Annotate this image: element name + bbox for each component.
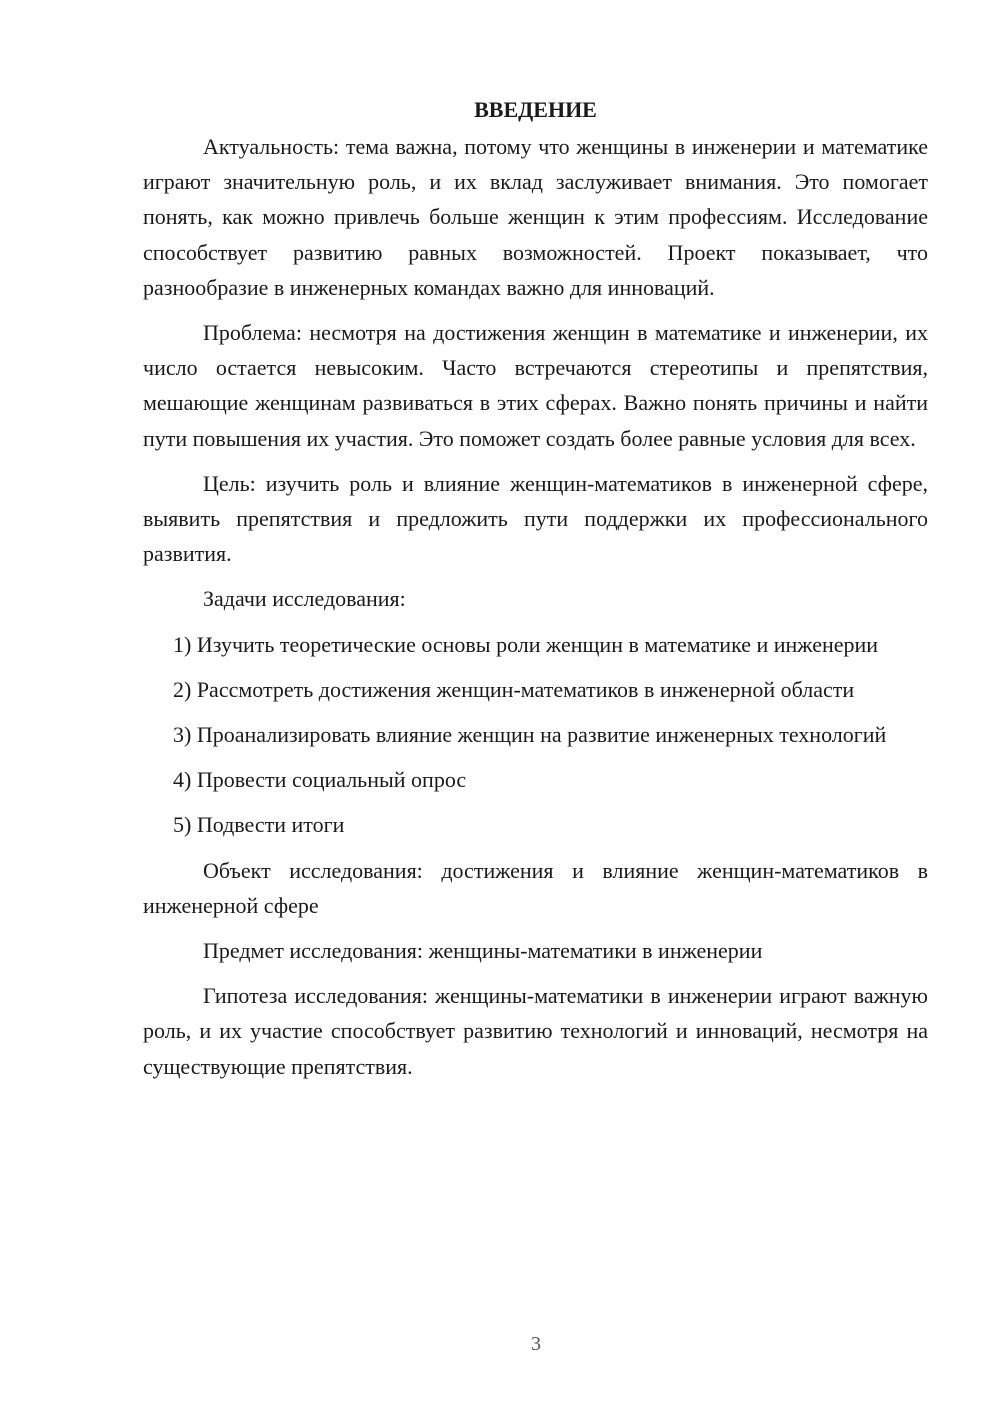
task-item-2: 2) Рассмотреть достижения женщин-математиков в инженерной области	[173, 676, 855, 702]
paragraph-hypothesis: Гипотеза исследования: женщины-математики в инженерии играют важную роль, и их участие способствует развитию технологий и инноваций, несмотря на существующие препятствия.	[143, 983, 928, 1079]
paragraph-goal: Цель: изучить роль и влияние женщин-математиков в инженерной сфере, выявить препятствия и предложить пути поддержки их профессионального развития.	[143, 470, 928, 567]
section-title: ВВЕДЕНИЕ	[474, 97, 597, 122]
page-number: 3	[531, 1333, 541, 1355]
task-item-3: 3) Проанализировать влияние женщин на развитие инженерных технологий	[173, 722, 887, 748]
task-item-5: 5) Подвести итоги	[173, 812, 345, 838]
paragraph-subject: Предмет исследования: женщины-математики в инженерии	[203, 938, 763, 964]
task-item-4: 4) Провести социальный опрос	[173, 767, 467, 793]
task-item-1: 1) Изучить теоретические основы роли женщин в математике и инженерии	[173, 631, 879, 657]
paragraph-tasks-heading: Задачи исследования:	[203, 586, 406, 612]
paragraph-problem: Проблема: несмотря на достижения женщин в математике и инженерии, их число остается невысоким. Часто встречаются стереотипы и препятствия, мешающие женщинам развиваться в этих сферах. Важно понять причины и найти пути повышения их участия. Это поможет создать более равные условия для всех.	[143, 320, 928, 451]
paragraph-object: Объект исследования: достижения и влияние женщин-математиков в инженерной сфере	[143, 857, 928, 918]
document-page	[143, 92, 928, 1084]
paragraph-relevance: Актуальность: тема важна, потому что женщины в инженерии и математике играют значительную роль, и их вклад заслуживает внимания. Это помогает понять, как можно привлечь больше женщин к этим профессиям. Исследование способствует развитию равных возможностей. Проект показывает, что разнообразие в инженерных командах важно для инноваций.	[143, 134, 928, 300]
